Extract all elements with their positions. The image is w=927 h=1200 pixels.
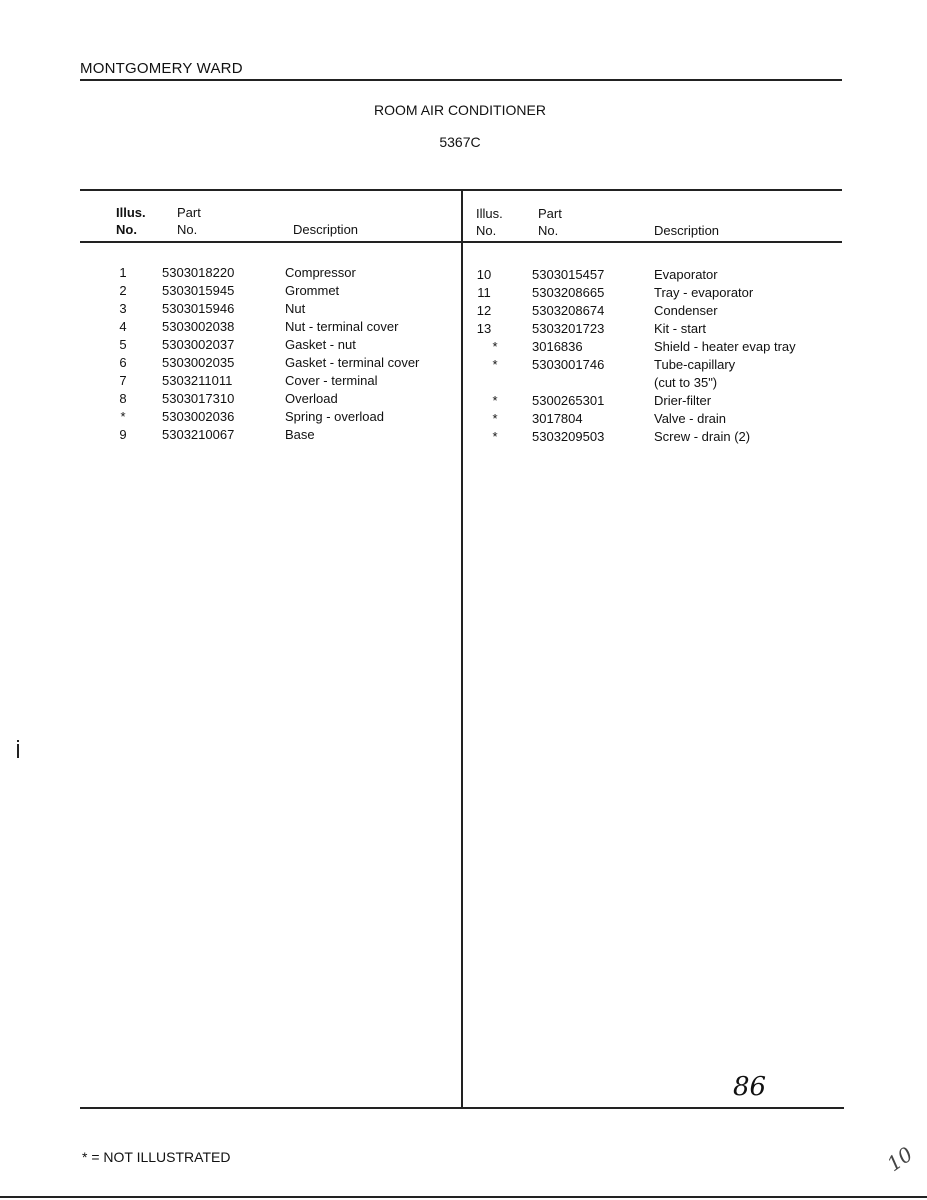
illus-number: 5 xyxy=(119,337,127,352)
margin-mark xyxy=(16,740,20,758)
illus-header xyxy=(116,204,146,238)
page-bottom-rule xyxy=(0,1196,927,1198)
corner-page-mark: 10 xyxy=(882,1141,918,1177)
illus-number: 10 xyxy=(476,267,492,282)
illus-number: 3 xyxy=(119,301,127,316)
part-number: 5303208665 xyxy=(532,285,605,300)
part-header-line2: No. xyxy=(538,223,559,238)
illus-number: * xyxy=(492,357,498,372)
part-number: 5303015457 xyxy=(532,267,605,282)
part-description: Gasket - nut xyxy=(285,337,356,352)
table-center-divider xyxy=(461,189,463,1109)
brand-name: MONTGOMERY WARD xyxy=(80,60,243,77)
illus-number: 11 xyxy=(477,285,491,300)
illus-number: 1 xyxy=(119,265,127,280)
part-number: 5303018220 xyxy=(162,265,235,280)
left-header-rule xyxy=(80,241,461,243)
part-header-line1: Part xyxy=(538,206,562,221)
part-description: Kit - start xyxy=(654,321,707,336)
illus-header-line1: Illus. xyxy=(476,206,503,221)
part-number: 5303002037 xyxy=(162,337,235,352)
part-number: 5303209503 xyxy=(532,429,605,444)
part-number: 3017804 xyxy=(532,411,583,426)
illus-number: 13 xyxy=(476,321,492,336)
illus-header-line1: Illus. xyxy=(116,205,146,220)
document-title: ROOM AIR CONDITIONER xyxy=(374,102,546,118)
part-description: Valve - drain xyxy=(654,411,727,426)
part-description: Cover - terminal xyxy=(285,373,378,388)
part-number: 5303210067 xyxy=(162,427,235,442)
description-header: Description xyxy=(654,223,720,238)
part-number: 5303002035 xyxy=(162,355,235,370)
part-description: Shield - heater evap tray xyxy=(654,339,796,354)
part-number: 3016836 xyxy=(532,339,583,354)
part-description: Spring - overload xyxy=(285,409,384,424)
part-description: (cut to 35") xyxy=(654,375,718,390)
part-number: 5303015946 xyxy=(162,301,235,316)
illus-header xyxy=(476,205,503,239)
illus-number: * xyxy=(492,393,498,408)
right-header-rule xyxy=(463,241,842,243)
illus-number: 6 xyxy=(119,355,127,370)
part-number: 5303208674 xyxy=(532,303,605,318)
illus-number: * xyxy=(492,429,498,444)
part-number: 5303015945 xyxy=(162,283,235,298)
illus-number: 12 xyxy=(476,303,492,318)
header-rule xyxy=(80,79,842,81)
part-number: 5303002038 xyxy=(162,319,235,334)
model-number: 5367C xyxy=(439,134,481,150)
table-bottom-rule xyxy=(80,1107,844,1109)
part-number: 5303211011 xyxy=(162,373,233,388)
part-number: 5303201723 xyxy=(532,321,605,336)
part-header xyxy=(538,205,562,239)
part-description: Screw - drain (2) xyxy=(654,429,751,444)
part-description: Nut xyxy=(285,301,306,316)
part-description: Overload xyxy=(285,391,338,406)
illus-number: 8 xyxy=(119,391,127,406)
part-description: Base xyxy=(285,427,315,442)
part-description: Grommet xyxy=(285,283,340,298)
part-description: Compressor xyxy=(285,265,356,280)
part-number: 5303017310 xyxy=(162,391,235,406)
part-number: 5300265301 xyxy=(532,393,605,408)
illus-number: 4 xyxy=(119,319,127,334)
part-header xyxy=(177,204,201,238)
part-description: Condenser xyxy=(654,303,718,318)
part-description: Drier-filter xyxy=(654,393,712,408)
part-description: Gasket - terminal cover xyxy=(285,355,420,370)
illus-number: 2 xyxy=(119,283,127,298)
part-description: Evaporator xyxy=(654,267,718,282)
illus-number: * xyxy=(492,411,498,426)
part-number: 5303001746 xyxy=(532,357,605,372)
part-header-line1: Part xyxy=(177,205,201,220)
illus-header-line2: No. xyxy=(116,222,137,237)
footnote: * = NOT ILLUSTRATED xyxy=(82,1149,231,1165)
handwritten-page-number: 86 xyxy=(733,1072,767,1102)
part-description: Tube-capillary xyxy=(654,357,736,372)
illus-number: * xyxy=(120,409,126,424)
part-number: 5303002036 xyxy=(162,409,235,424)
illus-number: * xyxy=(492,339,498,354)
description-header: Description xyxy=(293,222,359,237)
part-description: Nut - terminal cover xyxy=(285,319,399,334)
part-header-line2: No. xyxy=(177,222,198,237)
illus-number: 7 xyxy=(119,373,127,388)
illus-header-line2: No. xyxy=(476,223,497,238)
part-description: Tray - evaporator xyxy=(654,285,754,300)
illus-number: 9 xyxy=(119,427,127,442)
